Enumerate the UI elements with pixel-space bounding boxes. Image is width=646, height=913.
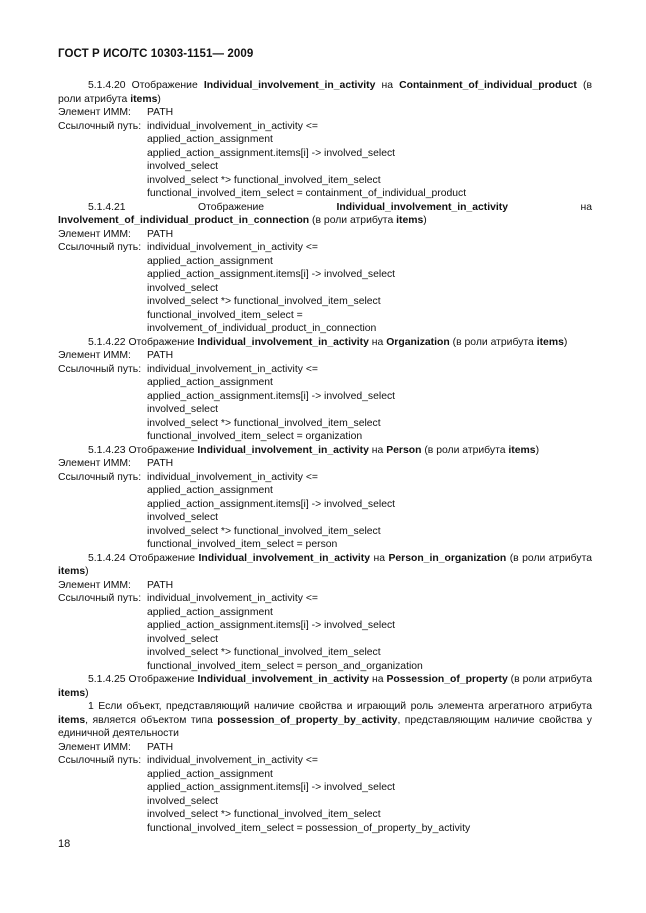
element-row: Элемент ИММ: PATH — [58, 741, 174, 753]
path-line: applied_action_assignment.items[i] -> involved_select — [147, 782, 396, 793]
path-line: involved_select — [147, 282, 219, 294]
path-line: applied_action_assignment — [147, 377, 273, 388]
section-5-1-4-21 — [58, 201, 592, 336]
section-5-1-4-20 — [58, 79, 592, 201]
path-line: applied_action_assignment — [147, 606, 273, 618]
path-row: Ссылочный путь: individual_involvement_in_activity <= — [58, 593, 318, 604]
path-line: applied_action_assignment — [147, 768, 273, 780]
path-line: involved_select *> functional_involved_item_select — [147, 174, 381, 186]
path-line: applied_action_assignment — [147, 255, 273, 267]
section-heading: 5.1.4.20 Отображение Individual_involvement_in_activity на Containment_of_individual_product (в роли атрибута items) — [58, 80, 592, 105]
element-row: Элемент ИММ: PATH — [58, 458, 174, 469]
path-line: involved_select — [147, 795, 219, 807]
page-number: 18 — [58, 838, 71, 850]
path-line: functional_involved_item_select = person_and_organization — [147, 660, 423, 672]
path-line: involved_select — [147, 161, 219, 172]
document-content — [58, 79, 592, 835]
element-row: Элемент ИММ: PATH — [58, 579, 174, 591]
section-5-1-4-23 — [58, 444, 592, 552]
section-heading: 5.1.4.25 Отображение Individual_involvement_in_activity на Possession_of_property (в роли атрибута items) — [58, 674, 592, 699]
section-5-1-4-22 — [58, 336, 592, 444]
path-line: involved_select *> functional_involved_item_select — [147, 809, 381, 820]
path-line: involved_select — [147, 633, 219, 645]
document-header: ГОСТ Р ИСО/ТС 10303-1151— 2009 — [58, 48, 254, 60]
path-line: applied_action_assignment.items[i] -> involved_select — [147, 390, 396, 402]
path-line: involved_select *> functional_involved_item_select — [147, 647, 381, 658]
path-line: involved_select — [147, 512, 219, 523]
element-row: Элемент ИММ: PATH — [58, 107, 174, 118]
path-line: functional_involved_item_select = person — [147, 539, 338, 550]
path-row: Ссылочный путь: individual_involvement_in_activity <= — [58, 120, 318, 132]
path-row: Ссылочный путь: individual_involvement_in_activity <= — [58, 242, 318, 253]
section-heading: 5.1.4.24 Отображение Individual_involvement_in_activity на Person_in_organization (в роли атрибута items) — [58, 552, 592, 577]
section-heading: 5.1.4.21 Отображение Individual_involvement_in_activity на Involvement_of_individual_product_in_connection (в роли атрибута items) — [58, 201, 592, 226]
path-line: involved_select *> functional_involved_item_select — [147, 417, 381, 429]
path-line: applied_action_assignment.items[i] -> involved_select — [147, 620, 396, 631]
path-line: applied_action_assignment — [147, 134, 273, 145]
path-line: functional_involved_item_select = organization — [147, 431, 363, 442]
path-line: applied_action_assignment.items[i] -> involved_select — [147, 498, 396, 510]
path-line: functional_involved_item_select = — [147, 309, 303, 321]
path-line: functional_involved_item_select = possession_of_property_by_activity — [147, 822, 471, 834]
section-heading: 5.1.4.22 Отображение Individual_involvement_in_activity на Organization (в роли атрибута items) — [88, 336, 568, 348]
path-line: applied_action_assignment.items[i] -> involved_select — [147, 269, 396, 280]
section-5-1-4-25 — [58, 673, 592, 835]
path-line: involved_select — [147, 404, 219, 415]
path-line: applied_action_assignment — [147, 485, 273, 496]
path-line: functional_involved_item_select = containment_of_individual_product — [147, 188, 467, 199]
path-line: involved_select *> functional_involved_item_select — [147, 525, 381, 537]
path-line: involved_select *> functional_involved_item_select — [147, 296, 381, 307]
path-line: applied_action_assignment.items[i] -> involved_select — [147, 147, 396, 159]
path-row: Ссылочный путь: individual_involvement_in_activity <= — [58, 363, 318, 375]
section-heading: 5.1.4.23 Отображение Individual_involvement_in_activity на Person (в роли атрибута items) — [88, 444, 540, 456]
section-5-1-4-24 — [58, 552, 592, 674]
path-row: Ссылочный путь: individual_involvement_in_activity <= — [58, 755, 318, 766]
element-row: Элемент ИММ: PATH — [58, 350, 174, 361]
element-row: Элемент ИММ: PATH — [58, 228, 174, 240]
path-row: Ссылочный путь: individual_involvement_in_activity <= — [58, 471, 318, 483]
path-line: involvement_of_individual_product_in_connection — [147, 323, 377, 334]
note-paragraph: 1 Если объект, представляющий наличие свойства и играющий роль элемента агрегатного атрибута items, является объектом типа possession_of_property_by_activity, представляющим наличие свойства у единичной деятельности — [58, 701, 592, 739]
